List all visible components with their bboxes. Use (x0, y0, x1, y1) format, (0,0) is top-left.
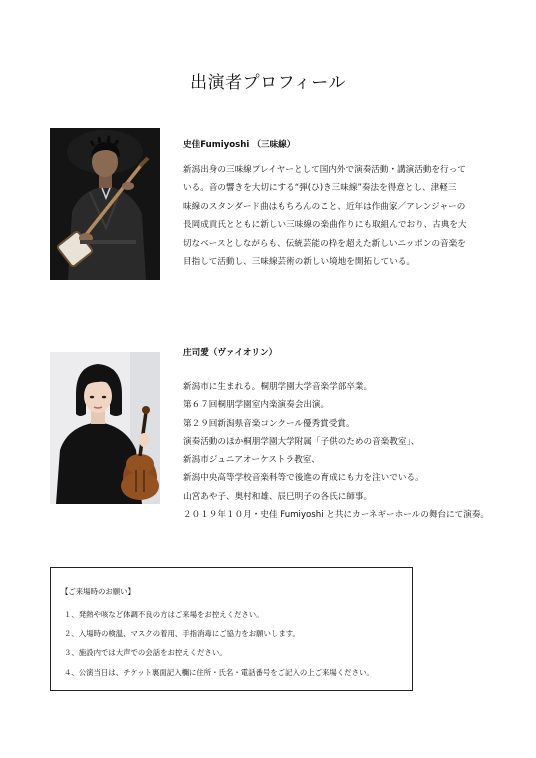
bio-line: 第２９回新潟県音楽コンクール優秀賞受賞。 (183, 418, 355, 429)
notice-item: ４、公演当日は、チケット裏面記入欄に住所・氏名・電話番号をご記入の上ご来場ください。 (64, 667, 374, 677)
notice-item: １、発熱や咳など体調不良の方はご来場をお控えください。 (64, 610, 264, 619)
bio-line: 山宮あや子、奥村和雄、辰巳明子の各氏に師事。 (183, 491, 373, 502)
bio-line: 味線のスタンダード曲はもちろんのこと、近年は作曲家／アレンジャーの (183, 201, 466, 212)
performer-name: 庄司愛（ヴァイオリン） (183, 348, 278, 358)
performer-photo-shamisen (50, 128, 160, 280)
bio-line: 新潟市ジュニアオーケストラ教室、 (183, 455, 320, 466)
page-title: 出演者プロフィール (190, 73, 346, 94)
bio-line: ２０１９年１０月・史佳 Fumiyoshi と共にカーネギーホールの舞台にて演奏。 (183, 510, 490, 521)
bio-line: いる。音の響きを大切にする“弾(ひ)き三味線”奏法を得意とし、津軽三 (183, 183, 457, 194)
notice-list (64, 605, 374, 682)
notice-heading: 【ご来場時のお願い】 (61, 587, 135, 596)
visitor-notice-box (50, 567, 413, 691)
bio-line: 目指して活動し、三味線芸術の新しい境地を開拓している。 (183, 257, 416, 268)
bio-line: 第６７回桐朋学園室内楽演奏会出演。 (183, 400, 330, 411)
bio-line: 新潟中央高等学校音楽科等で後進の育成にも力を注いでいる。 (183, 473, 424, 484)
performer-photo-violin (50, 352, 160, 504)
bio-line: 新潟市に生まれる。桐朋学園大学音楽学部卒業。 (183, 382, 373, 392)
bio-line: 演奏活動のほか桐朋学園大学附属「子供のための音楽教室」、 (183, 436, 420, 447)
performer-bio (183, 378, 503, 524)
performer-name: 史佳Fumiyoshi （三味線） (183, 140, 296, 150)
notice-item: ２、入場時の検温、マスクの着用、手指消毒にご協力をお願いします。 (64, 629, 300, 639)
performer-bio (183, 161, 503, 271)
bio-line: 新潟出身の三味線プレイヤーとして国内外で演奏活動・講演活動を行って (183, 165, 466, 175)
notice-item: ３、施設内では大声での会話をお控えください。 (64, 648, 227, 658)
violinist-image (50, 352, 160, 504)
bio-line: 切なベースとしながらも、伝統芸能の枠を超えた新しいニッポンの音楽を (183, 238, 466, 249)
bio-line: 長岡成貢氏とともに新しい三味線の楽曲作りにも取組んでおり、古典を大 (183, 220, 467, 231)
shamisen-player-image (50, 128, 160, 280)
